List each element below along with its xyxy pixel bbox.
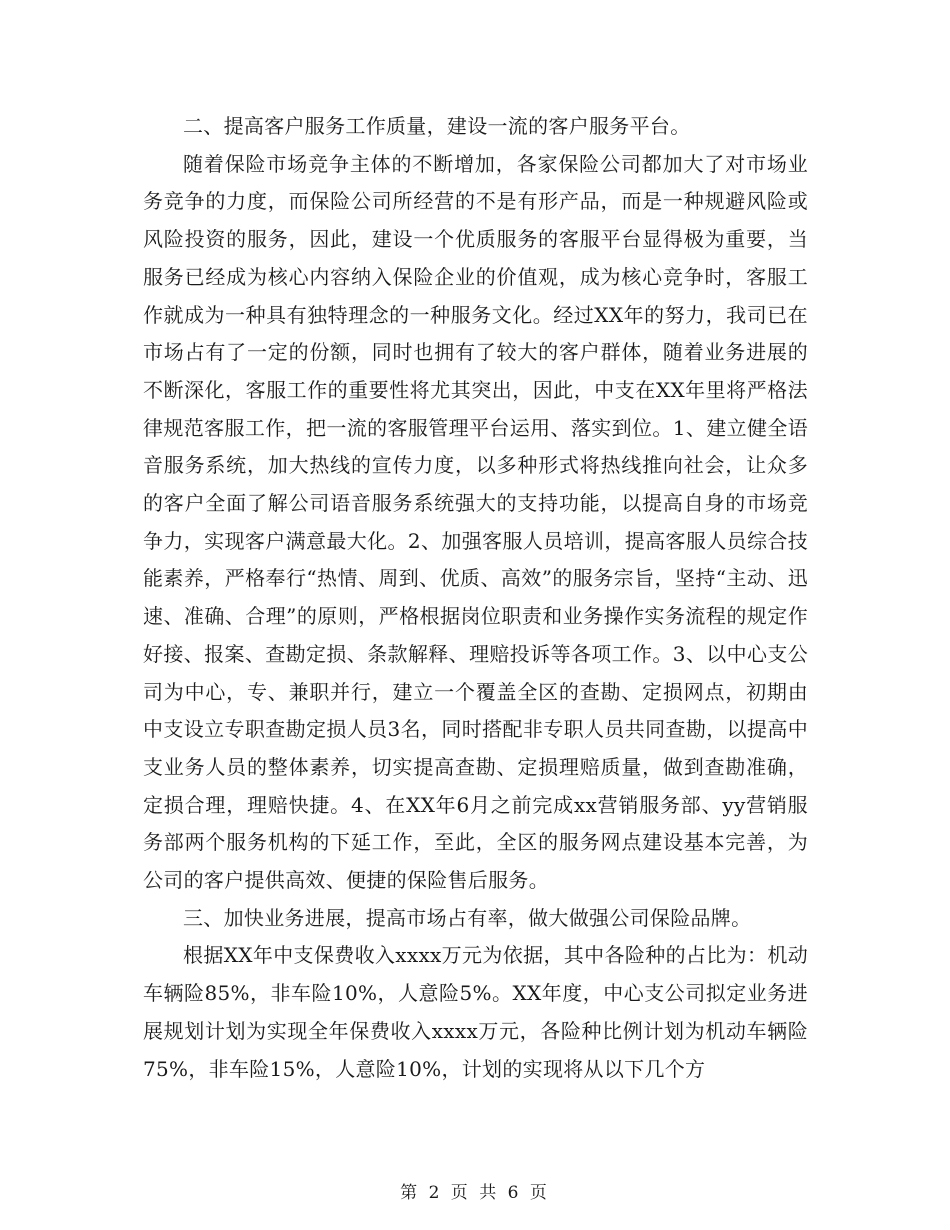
document-body — [143, 108, 808, 1088]
section-heading-3: 三、加快业务进展，提高市场占有率，做大做强公司保险品牌。 — [183, 905, 752, 930]
body-paragraph: 随着保险市场竞争主体的不断增加，各家保险公司都加大了对市场业务竞争的力度，而保险公司所经营的不是有形产品，而是一种规避风险或风险投资的服务，因此，建设一个优质服务的客服平台显得极为重要，当服务已经成为核心内容纳入保险企业的价值观，成为核心竞争时，客服工作就成为一种具有独特理念的一种服务文化。经过XX年的努力，我司已在市场占有了一定的份额，同时也拥有了较大的客户群体，随着业务进展的不断深化，客服工作的重要性将尤其突出，因此，中支在XX年里将严格法律规范客服工作，把一流的客服管理平台运用、落实到位。1、建立健全语音服务系统，加大热线的宣传力度，以多种形式将热线推向社会，让众多的客户全面了解公司语音服务系统强大的支持功能，以提高自身的市场竞争力，实现客户满意最大化。2、加强客服人员培训，提高客服人员综合技能素养，严格奉行“热情、周到、优质、高效”的服务宗旨，坚持“主动、迅速、准确、合理”的原则，严格根据岗位职责和业务操作实务流程的规定作好接、报案、查勘定损、条款解释、理赔投诉等各项工作。3、以中心支公司为中心，专、兼职并行，建立一个覆盖全区的查勘、定损网点，初期由中支设立专职查勘定损人员3名，同时搭配非专职人员共同查勘，以提高中支业务人员的整体素养，切实提高查勘、定损理赔质量，做到查勘准确，定损合理，理赔快捷。4、在XX年6月之前完成xx营销服务部、yy营销服务部两个服务机构的下延工作，至此，全区的服务网点建设基本完善，为公司的客户提供高效、便捷的保险售后服务。 — [143, 151, 808, 893]
page-number-footer: 第 2 页 共 6 页 — [400, 1183, 550, 1203]
body-paragraph: 根据XX年中支保费收入xxxx万元为依据，其中各险种的占比为：机动车辆险85%，非车险10%，人意险5%。XX年度，中心支公司拟定业务进展规划计划为实现全年保费收入xxxx万元，各险种比例计划为机动车辆险75%，非车险15%，人意险10%，计划的实现将从以下几个方 — [143, 943, 808, 1081]
section-heading-2: 二、提高客户服务工作质量，建设一流的客户服务平台。 — [183, 114, 691, 138]
